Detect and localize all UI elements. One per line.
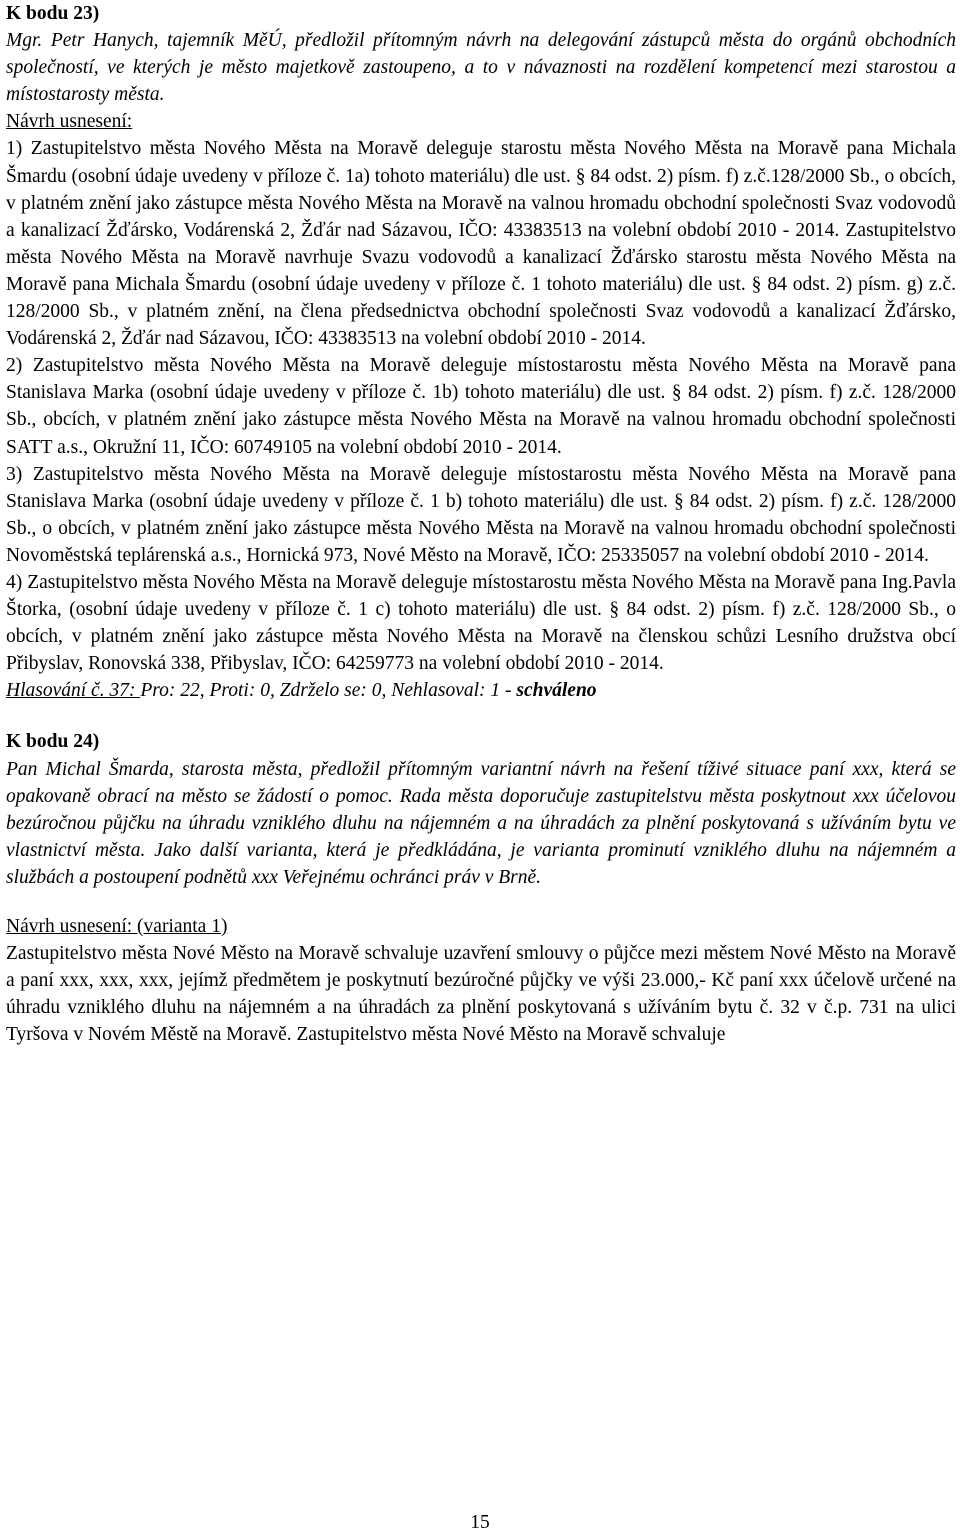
resolution-point-2: 2) Zastupitelstvo města Nového Města na Moravě deleguje místostarostu města Nového Města na Moravě pana Stanislava Marka (osobní údaje uvedeny v příloze č. 1b) tohoto materiálu) dle ust. § 84 odst. 2) písm. f) z.č. 128/2000 Sb., obcích, v platném znění jako zástupce města Nového Města na Moravě na valnou hromadu obchodní společnosti SATT a.s., Okružní 11, IČO: 60749105 na volební období 2010 - 2014. (6, 355, 956, 458)
spacer (6, 704, 956, 728)
proposal-variant-label: Návrh usnesení: (varianta 1) (6, 916, 228, 937)
spacer (6, 891, 956, 913)
vote-label: Hlasování č. 37: (6, 680, 141, 702)
proposal-label: Návrh usnesení: (6, 111, 133, 133)
section-24-heading: K bodu 24) (6, 731, 100, 753)
resolution-point-1: 1) Zastupitelstvo města Nového Města na Moravě deleguje starostu města Nového Města na Moravě pana Michala Šmardu (osobní údaje uvedeny v příloze č. 1a) tohoto materiálu) dle ust. § 84 odst. 2) písm. f) z.č.128/2000 Sb., o obcích, v platném znění jako zástupce města Nového Města na Moravě na valnou hromadu obchodní společnosti Svaz vodovodů a kanalizací Žďársko, Vodárenská 2, Žďár nad Sázavou, IČO: 43383513 na volební období 2010 - 2014. Zastupitelstvo města Nového Města na Moravě navrhuje Svazu vodovodů a kanalizací Žďársko starostu města Nového Města na Moravě pana Michala Šmardu (osobní údaje uvedeny v příloze č. 1 tohoto materiálu) dle ust. § 84 odst. 2) písm. g) z.č. 128/2000 Sb., v platném znění, na člena předsednictva obchodní společnosti Svaz vodovodů a kanalizací Žďársko, Vodárenská 2, Žďár nad Sázavou, IČO: 43383513 na volební období 2010 - 2014. (6, 138, 956, 350)
vote-result: schváleno (516, 680, 597, 702)
page-number: 15 (470, 1512, 490, 1533)
resolution-point-4: 4) Zastupitelstvo města Nového Města na Moravě deleguje místostarostu města Nového Města na Moravě pana Ing.Pavla Štorka, (osobní údaje uvedeny v příloze č. 1 c) tohoto materiálu) dle ust. § 84 odst. 2) písm. f) z.č. 128/2000 Sb., o obcích, v platném znění jako zástupce města Nového Města na Moravě na členskou schůzi Lesního družstva obcí Přibyslav, Ronovská 338, Přibyslav, IČO: 64259773 na volební období 2010 - 2014. (6, 571, 956, 675)
document-page (6, 0, 956, 1048)
section-23-intro-text: Mgr. Petr Hanych, tajemník MěÚ, předložil přítomným návrh na delegování zástupců města do orgánů obchodních společností, ve kterých je město majetkově zastoupeno, a to v návaznosti na rozdělení kompetencí mezi starostou a místostarosty města. (6, 30, 956, 106)
section-24-resolution: Zastupitelstvo města Nové Město na Moravě schvaluje uzavření smlouvy o půjčce mezi městem Nové Město na Moravě a paní xxx, xxx, xxx, jejímž předmětem je poskytnutí bezúročné půjčky ve výši 23.000,- Kč paní xxx účelově určené na úhradu vzniklého dluhu na nájemném a na úhradách za plnění poskytovaná s užíváním bytu č. 32 v č.p. 731 na ulici Tyršova v Novém Městě na Moravě. Zastupitelstvo města Nové Město na Moravě schvaluje (6, 943, 956, 1046)
section-23-heading: K bodu 23) (6, 3, 100, 24)
section-24-intro: Pan Michal Šmarda, starosta města, předložil přítomným variantní návrh na řešení tíživé situace paní xxx, která se opakovaně obrací na město se žádostí o pomoc. Rada města doporučuje zastupitelstvu města poskytnout xxx účelovou bezúročnou půjčku na úhradu vzniklého dluhu na nájemném a na úhradách za plnění poskytovaná s užíváním bytu ve vlastnictví města. Jako další varianta, která je předkládána, je varianta prominutí vzniklého dluhu na nájemném a službách a postoupení podnětů xxx Veřejnému ochránci práv v Brně. (6, 758, 956, 888)
resolution-point-3: 3) Zastupitelstvo města Nového Města na Moravě deleguje místostarostu města Nového Města na Moravě pana Stanislava Marka (osobní údaje uvedeny v příloze č. 1 b) tohoto materiálu) dle ust. § 84 odst. 2) písm. f) z.č. 128/2000 Sb., o obcích, v platném znění jako zástupce města Nového Města na Moravě na valnou hromadu obchodní společnosti Novoměstská teplárenská a.s., Hornická 973, Nové Město na Moravě, IČO: 25335057 na volební období 2010 - 2014. (6, 463, 956, 566)
vote-counts: Pro: 22, Proti: 0, Zdrželo se: 0, Nehlasoval: 1 - (140, 680, 517, 702)
section-23-proposal-label (6, 108, 956, 135)
section-24-proposal-label (6, 913, 956, 940)
vote-result-line (6, 677, 956, 704)
section-23-intro (6, 27, 956, 108)
